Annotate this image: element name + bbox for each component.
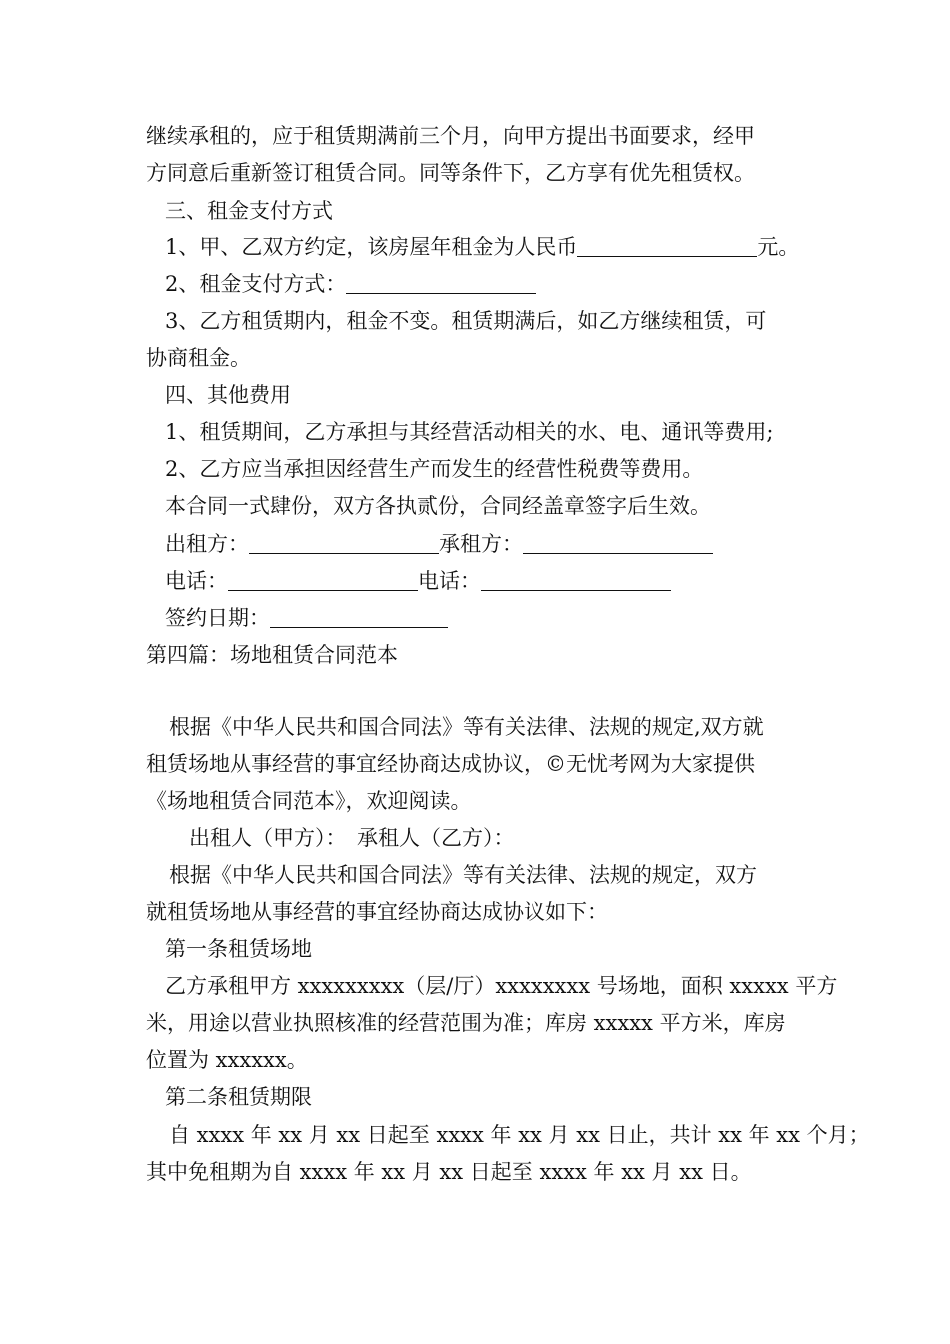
text-line: 根据《中华人民共和国合同法》等有关法律、法规的规定,双方就 bbox=[169, 715, 764, 739]
text-segment: 电话： bbox=[165, 569, 228, 593]
section-heading: 三、租金支付方式 bbox=[165, 199, 333, 223]
text-line: 3、乙方租赁期内，租金不变。租赁期满后，如乙方继续租赁，可 bbox=[165, 309, 767, 333]
text-line: 就租赁场地从事经营的事宜经协商达成协议如下： bbox=[146, 900, 608, 924]
blank-line bbox=[228, 570, 418, 591]
text-segment: 承租方： bbox=[439, 532, 523, 556]
text-line: 继续承租的，应于租赁期满前三个月，向甲方提出书面要求，经甲 bbox=[146, 124, 755, 148]
signature-row bbox=[165, 567, 671, 595]
text-segment: 电话： bbox=[418, 569, 481, 593]
text-segment: 签约日期： bbox=[165, 606, 270, 630]
text-line: 1、租赁期间，乙方承担与其经营活动相关的水、电、通讯等费用; bbox=[165, 420, 774, 444]
blank-line bbox=[523, 533, 713, 554]
text-line bbox=[165, 233, 799, 261]
blank-line bbox=[270, 607, 448, 628]
signature-row bbox=[165, 530, 713, 558]
section-heading: 第一条租赁场地 bbox=[165, 937, 312, 961]
text-line: 《场地租赁合同范本》，欢迎阅读。 bbox=[146, 789, 472, 813]
blank-line bbox=[577, 236, 757, 257]
text-segment: 元。 bbox=[757, 235, 800, 259]
text-line bbox=[165, 270, 536, 298]
text-segment: 2、租金支付方式： bbox=[165, 272, 347, 296]
text-line: 协商租金。 bbox=[146, 346, 251, 370]
blank-line bbox=[346, 273, 536, 294]
text-line: 位置为 xxxxxx。 bbox=[146, 1048, 308, 1072]
text-segment: 出租方： bbox=[165, 532, 249, 556]
blank-line bbox=[481, 570, 671, 591]
text-line: 本合同一式肆份，双方各执贰份，合同经盖章签字后生效。 bbox=[165, 494, 711, 518]
text-line: 根据《中华人民共和国合同法》等有关法律、法规的规定，双方 bbox=[169, 863, 757, 887]
text-line: 租赁场地从事经营的事宜经协商达成协议，©无忧考网为大家提供 bbox=[146, 752, 755, 776]
text-line: 其中免租期为自 xxxx 年 xx 月 xx 日起至 xxxx 年 xx 月 xx 日。 bbox=[146, 1160, 752, 1184]
section-heading: 四、其他费用 bbox=[165, 383, 291, 407]
signature-row bbox=[165, 604, 448, 632]
chapter-title: 第四篇：场地租赁合同范本 bbox=[146, 643, 398, 667]
text-line: 2、乙方应当承担因经营生产而发生的经营性税费等费用。 bbox=[165, 457, 704, 481]
text-segment: 1、甲、乙双方约定，该房屋年租金为人民币 bbox=[165, 235, 578, 259]
text-line: 出租人（甲方）： 承租人（乙方）： bbox=[189, 826, 515, 850]
blank-line bbox=[249, 533, 439, 554]
text-line: 米，用途以营业执照核准的经营范围为准；库房 xxxxx 平方米，库房 bbox=[146, 1011, 786, 1035]
text-line: 乙方承租甲方 xxxxxxxxx（层/厅）xxxxxxxx 号场地，面积 xxxxx 平方 bbox=[165, 974, 838, 998]
section-heading: 第二条租赁期限 bbox=[165, 1085, 312, 1109]
text-line: 方同意后重新签订租赁合同。同等条件下，乙方享有优先租赁权。 bbox=[146, 161, 755, 185]
text-line: 自 xxxx 年 xx 月 xx 日起至 xxxx 年 xx 月 xx 日止，共计 xx 年 xx 个月； bbox=[169, 1123, 870, 1147]
